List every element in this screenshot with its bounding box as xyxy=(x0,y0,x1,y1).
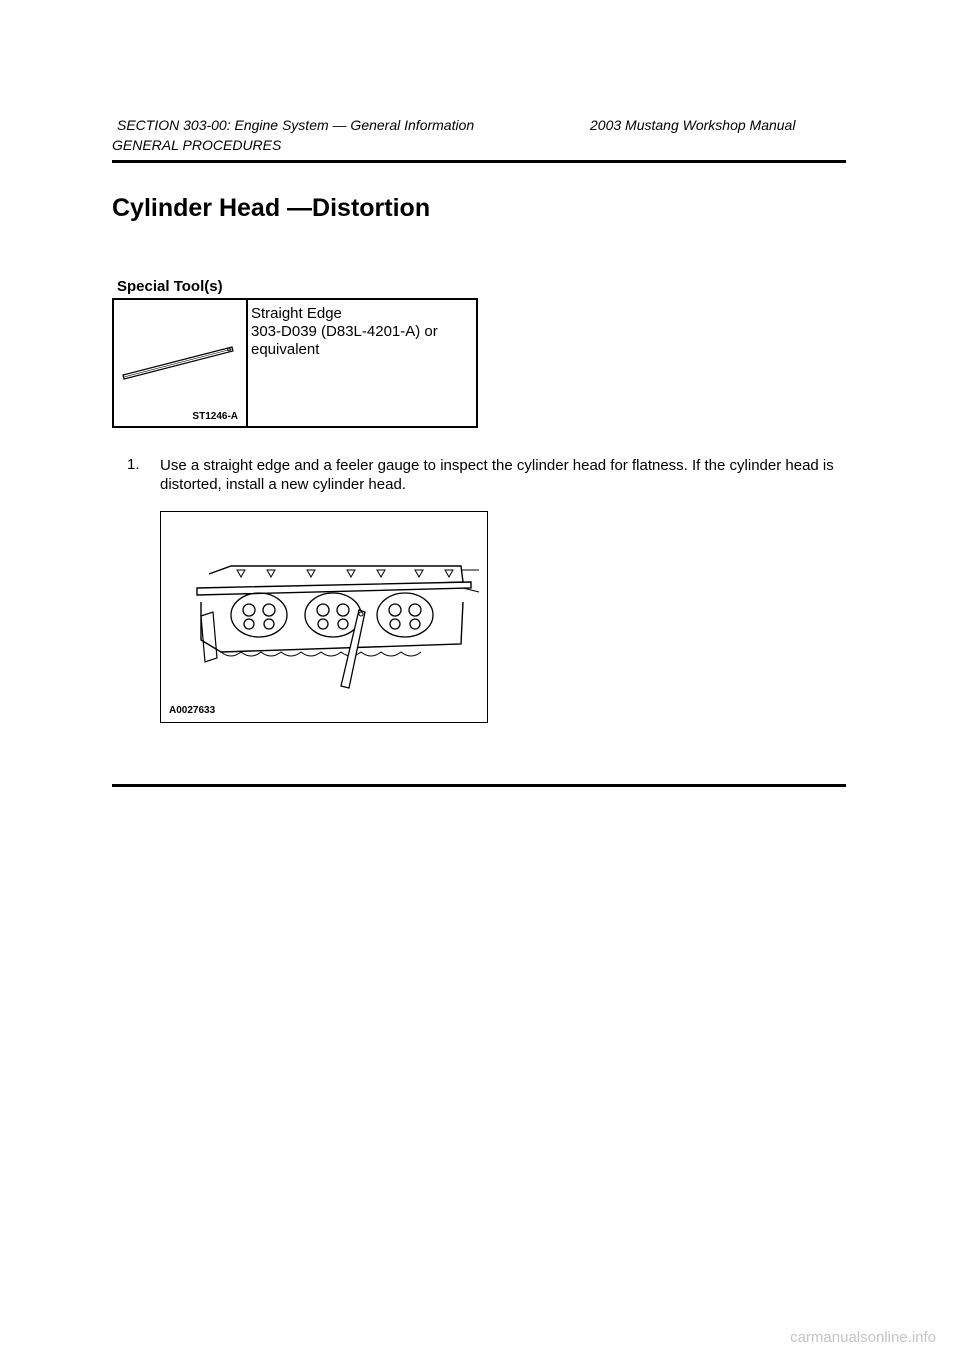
tool-equivalent-note: equivalent xyxy=(251,341,320,358)
section-title: SECTION 303-00: Engine System — General Information xyxy=(117,117,475,133)
subsection-title: GENERAL PROCEDURES xyxy=(112,137,282,153)
figure-code: A0027633 xyxy=(169,705,216,716)
step-number: 1. xyxy=(127,456,140,473)
cylinder-head-icon xyxy=(161,512,487,722)
straight-edge-tool-icon xyxy=(114,300,246,426)
tool-description xyxy=(251,305,438,359)
tool-image-cell xyxy=(114,300,248,426)
procedure-figure xyxy=(160,511,488,723)
watermark-text[interactable]: carmanualsonline.info xyxy=(790,1329,936,1346)
special-tools-table xyxy=(112,298,478,428)
step-text: Use a straight edge and a feeler gauge to inspect the cylinder head for flatness. If the cylinder head is distorted, install a new cylinder head. xyxy=(160,457,834,493)
special-tools-heading: Special Tool(s) xyxy=(117,278,223,295)
tool-name: Straight Edge xyxy=(251,305,342,322)
footer-rule xyxy=(112,784,846,787)
manual-title: 2003 Mustang Workshop Manual xyxy=(590,117,796,133)
header-rule xyxy=(112,160,846,163)
tool-image-code: ST1246-A xyxy=(192,411,238,422)
tool-part-number: 303-D039 (D83L-4201-A) or xyxy=(251,323,438,340)
page-title: Cylinder Head —Distortion xyxy=(112,194,431,222)
